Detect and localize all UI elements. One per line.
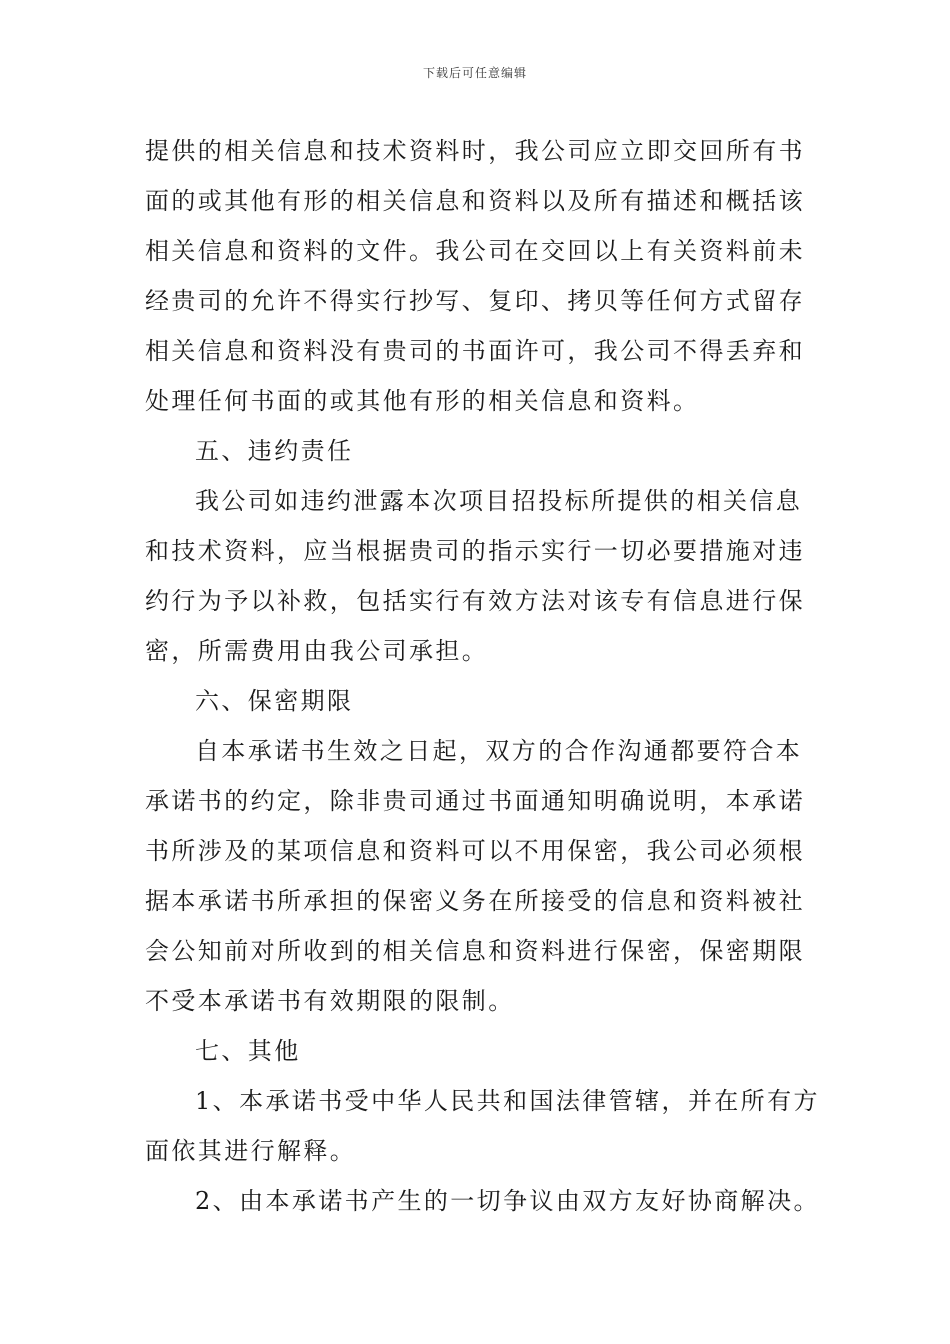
page-header-note: 下载后可任意编辑 bbox=[422, 66, 527, 80]
paragraph-line: 承诺书的约定，除非贵司通过书面通知明确说明，本承诺 bbox=[145, 787, 805, 815]
paragraph-line: 密，所需费用由我公司承担。 bbox=[145, 637, 489, 665]
paragraph-line: 据本承诺书所承担的保密义务在所接受的信息和资料被社 bbox=[145, 887, 805, 915]
paragraph-line: 书所涉及的某项信息和资料可以不用保密，我公司必须根 bbox=[145, 837, 805, 865]
paragraph-line: 不受本承诺书有效期限的限制。 bbox=[145, 987, 515, 1015]
section-heading-other: 七、其他 bbox=[195, 1037, 301, 1065]
paragraph-line: 经贵司的允许不得实行抄写、复印、拷贝等任何方式留存 bbox=[145, 287, 805, 315]
paragraph-line: 自本承诺书生效之日起，双方的合作沟通都要符合本 bbox=[195, 737, 803, 765]
paragraph-line: 提供的相关信息和技术资料时，我公司应立即交回所有书 bbox=[145, 137, 805, 165]
paragraph-line: 约行为予以补救，包括实行有效方法对该专有信息进行保 bbox=[145, 587, 805, 615]
paragraph-line: 会公知前对所收到的相关信息和资料进行保密，保密期限 bbox=[145, 937, 805, 965]
paragraph-line: 我公司如违约泄露本次项目招投标所提供的相关信息 bbox=[195, 487, 803, 515]
paragraph-line: 相关信息和资料没有贵司的书面许可，我公司不得丢弃和 bbox=[145, 337, 805, 365]
document-body bbox=[145, 128, 820, 1228]
clause-item-1: 1、本承诺书受中华人民共和国法律管辖，并在所有方 bbox=[195, 1087, 820, 1115]
paragraph-line: 面依其进行解释。 bbox=[145, 1137, 357, 1165]
paragraph-line: 面的或其他有形的相关信息和资料以及所有描述和概括该 bbox=[145, 187, 805, 215]
paragraph-line: 处理任何书面的或其他有形的相关信息和资料。 bbox=[145, 387, 700, 415]
paragraph-line: 和技术资料，应当根据贵司的指示实行一切必要措施对违 bbox=[145, 537, 805, 565]
section-heading-confidentiality-period: 六、保密期限 bbox=[195, 687, 354, 715]
paragraph-line: 相关信息和资料的文件。我公司在交回以上有关资料前未 bbox=[145, 237, 805, 265]
section-heading-breach-liability: 五、违约责任 bbox=[195, 437, 354, 465]
clause-item-2: 2、由本承诺书产生的一切争议由双方友好协商解决。 bbox=[195, 1187, 820, 1215]
